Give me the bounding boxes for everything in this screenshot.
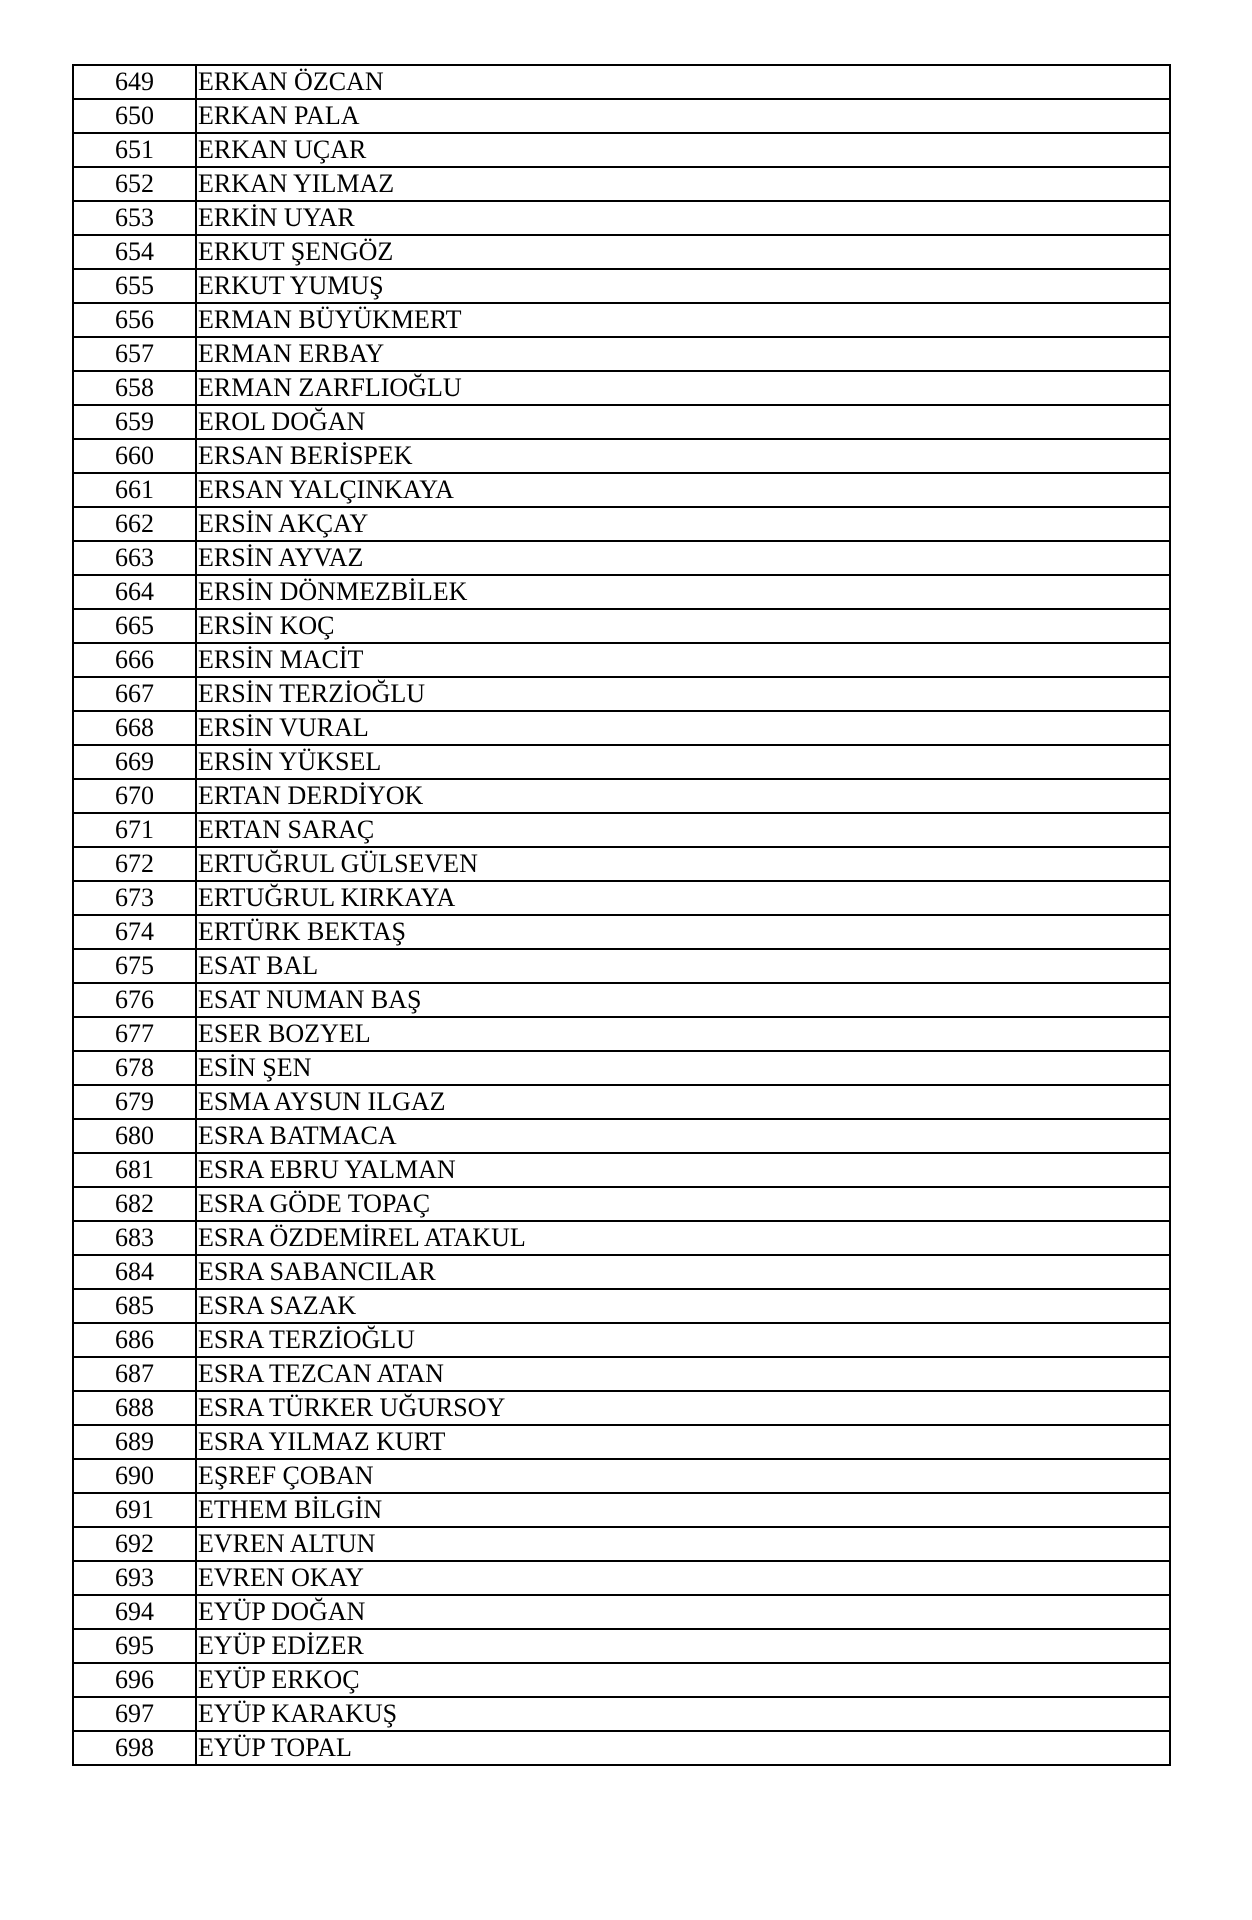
row-number: 681 [73,1153,196,1187]
table-row [73,1187,1170,1221]
person-name: ERKUT ŞENGÖZ [196,235,1170,269]
row-number: 677 [73,1017,196,1051]
person-name: EROL DOĞAN [196,405,1170,439]
table-row [73,1561,1170,1595]
person-name: ERMAN BÜYÜKMERT [196,303,1170,337]
person-name: ERMAN ZARFLIOĞLU [196,371,1170,405]
person-name: ERSİN VURAL [196,711,1170,745]
row-number: 668 [73,711,196,745]
row-number: 669 [73,745,196,779]
person-name: ESRA TEZCAN ATAN [196,1357,1170,1391]
table-row [73,541,1170,575]
person-name: ERSİN MACİT [196,643,1170,677]
row-number: 678 [73,1051,196,1085]
person-name: ERSİN AKÇAY [196,507,1170,541]
row-number: 697 [73,1697,196,1731]
row-number: 685 [73,1289,196,1323]
person-name: EYÜP ERKOÇ [196,1663,1170,1697]
person-name: ERSİN DÖNMEZBİLEK [196,575,1170,609]
row-number: 653 [73,201,196,235]
table-row [73,1459,1170,1493]
row-number: 664 [73,575,196,609]
table-row [73,609,1170,643]
table-row [73,1051,1170,1085]
person-name: EYÜP TOPAL [196,1731,1170,1765]
table-row [73,1357,1170,1391]
table-row [73,303,1170,337]
table-row [73,337,1170,371]
row-number: 693 [73,1561,196,1595]
table-row [73,269,1170,303]
person-name: ESMA AYSUN ILGAZ [196,1085,1170,1119]
table-row [73,677,1170,711]
row-number: 671 [73,813,196,847]
row-number: 684 [73,1255,196,1289]
table-row [73,507,1170,541]
table-row [73,575,1170,609]
person-name: ESRA EBRU YALMAN [196,1153,1170,1187]
row-number: 695 [73,1629,196,1663]
row-number: 656 [73,303,196,337]
person-name: ERKUT YUMUŞ [196,269,1170,303]
person-name: ERSİN YÜKSEL [196,745,1170,779]
row-number: 661 [73,473,196,507]
person-name: ESAT BAL [196,949,1170,983]
table-row [73,99,1170,133]
person-name: ESRA TERZİOĞLU [196,1323,1170,1357]
person-name: ERTÜRK BEKTAŞ [196,915,1170,949]
table-row [73,1085,1170,1119]
row-number: 698 [73,1731,196,1765]
person-name: ESRA SAZAK [196,1289,1170,1323]
person-name: ERMAN ERBAY [196,337,1170,371]
table-row [73,1391,1170,1425]
table-row [73,1595,1170,1629]
row-number: 666 [73,643,196,677]
table-row [73,1731,1170,1765]
person-name: ERKAN YILMAZ [196,167,1170,201]
row-number: 675 [73,949,196,983]
table-row [73,711,1170,745]
person-name: ERTAN SARAÇ [196,813,1170,847]
table-row [73,133,1170,167]
person-name: ERKAN UÇAR [196,133,1170,167]
row-number: 651 [73,133,196,167]
table-row [73,439,1170,473]
table-row [73,201,1170,235]
table-row [73,1697,1170,1731]
person-name: EYÜP KARAKUŞ [196,1697,1170,1731]
person-name: ERTUĞRUL KIRKAYA [196,881,1170,915]
table-row [73,1493,1170,1527]
name-list-table [72,64,1171,1766]
row-number: 692 [73,1527,196,1561]
row-number: 680 [73,1119,196,1153]
row-number: 658 [73,371,196,405]
person-name: ESRA TÜRKER UĞURSOY [196,1391,1170,1425]
table-row [73,473,1170,507]
person-name: EVREN ALTUN [196,1527,1170,1561]
person-name: ERSAN YALÇINKAYA [196,473,1170,507]
row-number: 667 [73,677,196,711]
person-name: EYÜP EDİZER [196,1629,1170,1663]
table-row [73,1153,1170,1187]
row-number: 657 [73,337,196,371]
row-number: 679 [73,1085,196,1119]
table-row [73,1255,1170,1289]
table-row [73,745,1170,779]
table-row [73,643,1170,677]
row-number: 696 [73,1663,196,1697]
person-name: ETHEM BİLGİN [196,1493,1170,1527]
person-name: ERTAN DERDİYOK [196,779,1170,813]
table-row [73,1629,1170,1663]
person-name: ESİN ŞEN [196,1051,1170,1085]
person-name: EVREN OKAY [196,1561,1170,1595]
row-number: 672 [73,847,196,881]
person-name: ERKAN ÖZCAN [196,65,1170,99]
person-name: ERTUĞRUL GÜLSEVEN [196,847,1170,881]
table-row [73,1425,1170,1459]
table-row [73,65,1170,99]
person-name: ESRA GÖDE TOPAÇ [196,1187,1170,1221]
row-number: 650 [73,99,196,133]
person-name: ESRA YILMAZ KURT [196,1425,1170,1459]
person-name: ESER BOZYEL [196,1017,1170,1051]
person-name: EYÜP DOĞAN [196,1595,1170,1629]
row-number: 673 [73,881,196,915]
person-name: ESRA ÖZDEMİREL ATAKUL [196,1221,1170,1255]
person-name: ERSİN KOÇ [196,609,1170,643]
table-row [73,1527,1170,1561]
table-row [73,1017,1170,1051]
table-row [73,915,1170,949]
person-name: EŞREF ÇOBAN [196,1459,1170,1493]
person-name: ERKAN PALA [196,99,1170,133]
row-number: 691 [73,1493,196,1527]
row-number: 662 [73,507,196,541]
table-row [73,881,1170,915]
row-number: 649 [73,65,196,99]
table-row [73,1663,1170,1697]
person-name: ERKİN UYAR [196,201,1170,235]
row-number: 688 [73,1391,196,1425]
row-number: 660 [73,439,196,473]
table-row [73,371,1170,405]
table-row [73,1119,1170,1153]
table-row [73,1289,1170,1323]
row-number: 655 [73,269,196,303]
row-number: 652 [73,167,196,201]
table-row [73,1221,1170,1255]
person-name: ESAT NUMAN BAŞ [196,983,1170,1017]
row-number: 674 [73,915,196,949]
row-number: 663 [73,541,196,575]
row-number: 665 [73,609,196,643]
row-number: 682 [73,1187,196,1221]
person-name: ESRA SABANCILAR [196,1255,1170,1289]
person-name: ERSİN AYVAZ [196,541,1170,575]
table-row [73,405,1170,439]
table-row [73,167,1170,201]
table-row [73,949,1170,983]
table-row [73,779,1170,813]
row-number: 694 [73,1595,196,1629]
row-number: 690 [73,1459,196,1493]
table-row [73,813,1170,847]
table-row [73,847,1170,881]
table-row [73,235,1170,269]
row-number: 686 [73,1323,196,1357]
row-number: 654 [73,235,196,269]
table-row [73,983,1170,1017]
row-number: 687 [73,1357,196,1391]
table-row [73,1323,1170,1357]
row-number: 676 [73,983,196,1017]
name-list-body [73,65,1170,1765]
person-name: ERSAN BERİSPEK [196,439,1170,473]
person-name: ERSİN TERZİOĞLU [196,677,1170,711]
row-number: 659 [73,405,196,439]
row-number: 670 [73,779,196,813]
person-name: ESRA BATMACA [196,1119,1170,1153]
row-number: 689 [73,1425,196,1459]
row-number: 683 [73,1221,196,1255]
